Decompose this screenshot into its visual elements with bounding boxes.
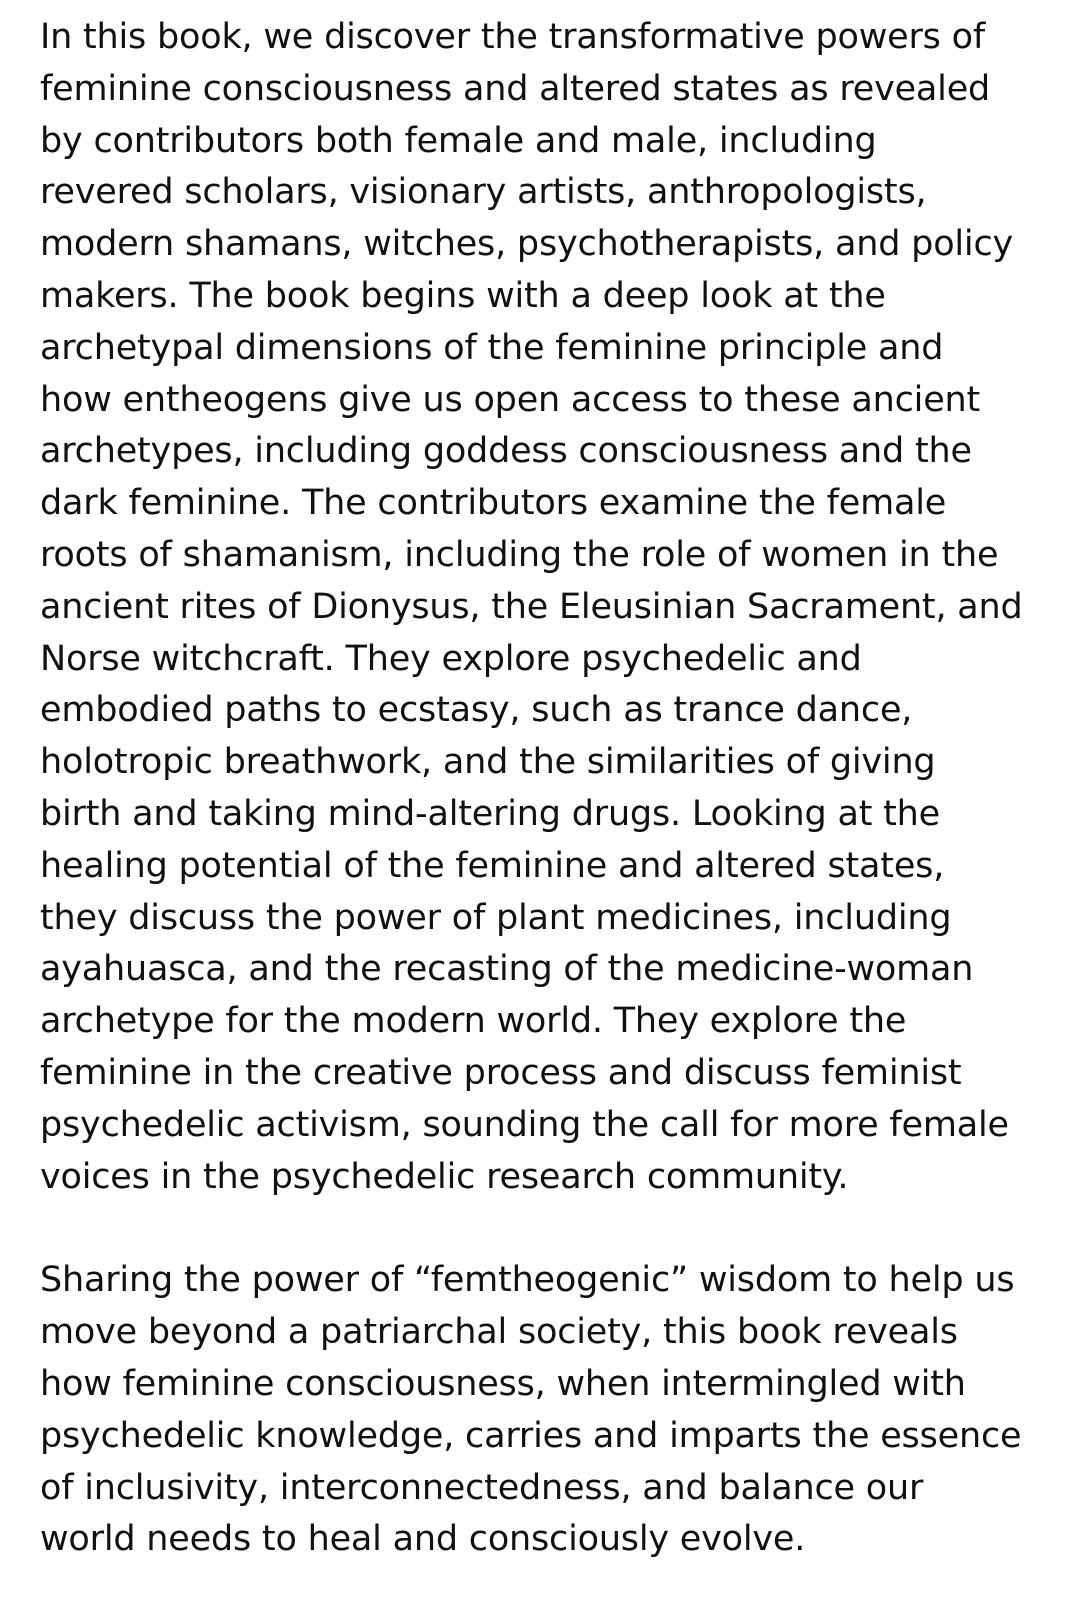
text-line: healing potential of the feminine and altered states, — [40, 845, 945, 886]
text-line: archetype for the modern world. They explore the — [40, 1001, 907, 1042]
text-line: Sharing the power of “femtheogenic” wisdom to help us — [40, 1260, 1015, 1301]
text-line: Norse witchcraft. They explore psychedelic and — [40, 638, 862, 679]
text-line: embodied paths to ecstasy, such as trance dance, — [40, 690, 913, 731]
text-line: psychedelic knowledge, carries and imparts the essence — [40, 1415, 1022, 1456]
text-line: birth and taking mind-altering drugs. Looking at the — [40, 793, 940, 834]
book-description — [40, 12, 1060, 1566]
text-line: ayahuasca, and the recasting of the medicine-woman — [40, 949, 974, 990]
text-line: world needs to heal and consciously evolve. — [40, 1519, 806, 1560]
paragraph-spacer — [40, 1203, 1060, 1255]
text-line: psychedelic activism, sounding the call for more female — [40, 1104, 1009, 1145]
text-line: dark feminine. The contributors examine the female — [40, 483, 947, 524]
text-line: by contributors both female and male, including — [40, 120, 877, 161]
text-line: modern shamans, witches, psychotherapists, and policy — [40, 224, 1014, 265]
text-line: feminine in the creative process and discuss feminist — [40, 1052, 962, 1093]
description-paragraph-1 — [40, 12, 1060, 1203]
text-line: voices in the psychedelic research community. — [40, 1156, 849, 1197]
text-line: feminine consciousness and altered states as revealed — [40, 68, 991, 109]
text-line: of inclusivity, interconnectedness, and balance our — [40, 1467, 924, 1508]
text-line: archetypes, including goddess consciousness and the — [40, 431, 972, 472]
text-line: revered scholars, visionary artists, anthropologists, — [40, 172, 927, 213]
text-line: roots of shamanism, including the role of women in the — [40, 534, 999, 575]
text-line: ancient rites of Dionysus, the Eleusinian Sacrament, and — [40, 586, 1023, 627]
text-line: archetypal dimensions of the feminine principle and — [40, 327, 944, 368]
description-paragraph-2 — [40, 1255, 1060, 1566]
text-line: holotropic breathwork, and the similarities of giving — [40, 742, 936, 783]
text-line: makers. The book begins with a deep look at the — [40, 275, 886, 316]
text-line: In this book, we discover the transformative powers of — [40, 17, 985, 57]
text-line: they discuss the power of plant medicines, including — [40, 897, 952, 938]
text-line: move beyond a patriarchal society, this book reveals — [40, 1312, 958, 1353]
text-line: how feminine consciousness, when intermingled with — [40, 1363, 966, 1404]
text-line: how entheogens give us open access to these ancient — [40, 379, 981, 420]
